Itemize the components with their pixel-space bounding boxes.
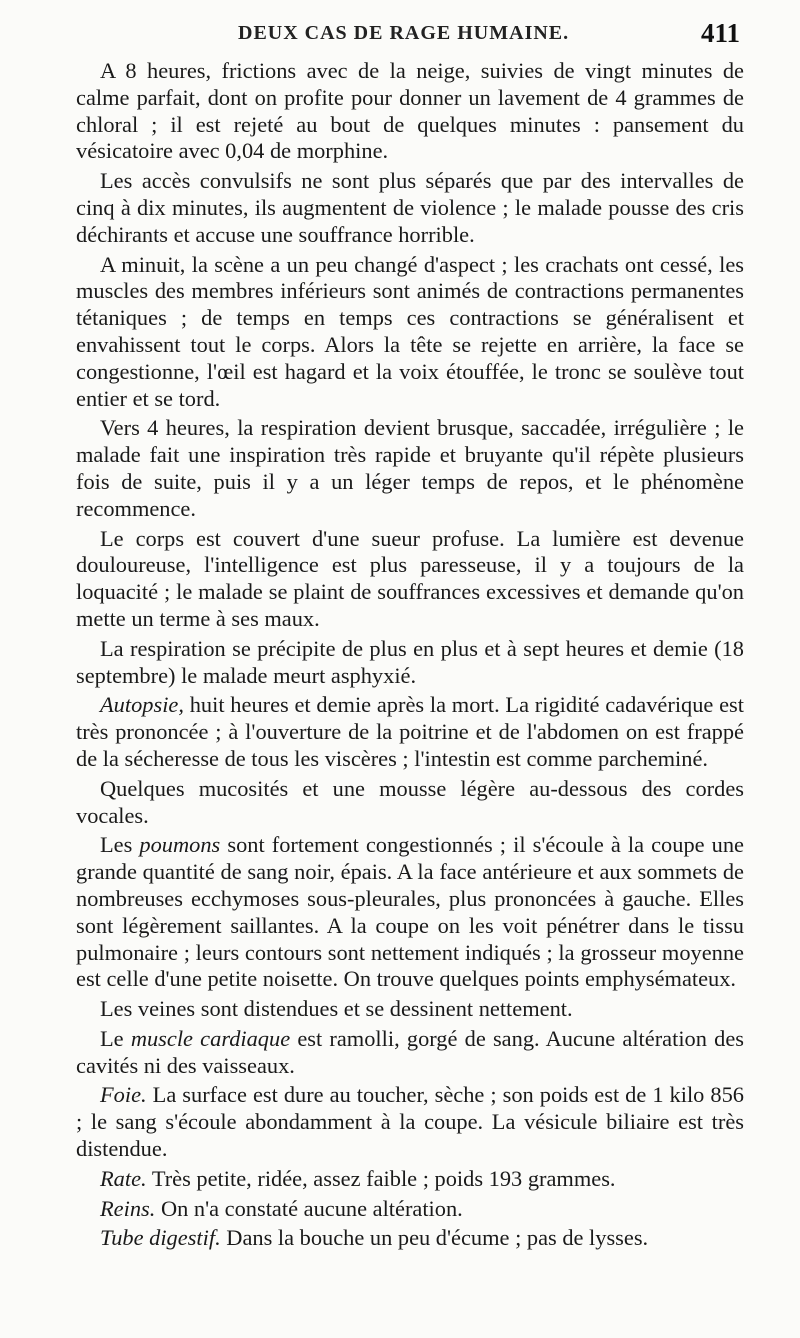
paragraph — [76, 1166, 744, 1193]
paragraph — [76, 252, 744, 413]
paragraph — [76, 1026, 744, 1080]
page-number: 411 — [700, 18, 740, 48]
paragraph-text: Les veines sont distendues et se dessinent nettement. — [100, 996, 573, 1022]
paragraph-text: Le corps est couvert d'une sueur profuse. La lumière est devenue douloureuse, l'intelligence est plus paresseuse, il y a toujours de la loquacité ; le malade se plaint de souffrances excessives et demande qu'on mette un terme à ses maux. — [76, 525, 744, 631]
paragraph — [76, 415, 744, 522]
section-lead: Tube digestif. — [100, 1225, 221, 1251]
paragraph — [76, 168, 744, 248]
paragraph-text: huit heures et demie après la mort. La rigidité cadavérique est très prononcée ; à l'ouverture de la poitrine et de l'abdomen on est frappé de la sécheresse de tous les viscères ; l'intestin est comme parcheminé. — [76, 692, 744, 771]
paragraph — [76, 1082, 744, 1162]
section-lead: poumons — [139, 832, 221, 858]
paragraph — [76, 526, 744, 633]
paragraph — [76, 58, 744, 165]
paragraph-text: Vers 4 heures, la respiration devient brusque, saccadée, irrégulière ; le malade fait une inspiration très rapide et bruyante qu'il répète plusieurs fois de suite, puis il y a un léger temps de repos, et le phénomène recommence. — [76, 415, 744, 521]
paragraph — [76, 996, 744, 1023]
paragraph-text: est ramolli, gorgé de sang. Aucune altération des cavités ni des vaisseaux. — [76, 1025, 744, 1078]
section-lead: Reins. — [100, 1195, 156, 1221]
paragraph — [76, 636, 744, 690]
paragraph-text: Les accès convulsifs ne sont plus séparés que par des intervalles de cinq à dix minutes, ils augmentent de violence ; le malade pousse des cris déchirants et accuse une souffrance horrible. — [76, 168, 744, 247]
body-text — [76, 58, 744, 1255]
paragraph-text: La surface est dure au toucher, sèche ; son poids est de 1 kilo 856 ; le sang s'écoule abondamment à la coupe. La vésicule biliaire est très distendue. — [76, 1082, 744, 1162]
section-lead: Foie. — [100, 1082, 147, 1108]
paragraph-text: A minuit, la scène a un peu changé d'aspect ; les crachats ont cessé, les muscles des membres inférieurs sont animés de contractions permanentes tétaniques ; de temps en temps ces contractions se généralisent et envahissent tout le corps. Alors la tête se rejette en arrière, la face se congestionne, l'œil est hagard et la voix étouffée, le tronc se soulève tout entier et se tord. — [76, 251, 744, 411]
section-lead: muscle cardiaque — [130, 1025, 291, 1051]
paragraph-text: La respiration se précipite de plus en plus et à sept heures et demie (18 septembre) le malade meurt asphyxié. — [76, 635, 744, 688]
paragraph-prefix: Les — [100, 832, 140, 858]
paragraph-text: Quelques mucosités et une mousse légère au-dessous des cordes vocales. — [76, 775, 744, 828]
page-header — [76, 18, 744, 58]
paragraph-text: A 8 heures, frictions avec de la neige, suivies de vingt minutes de calme parfait, dont on profite pour donner un lavement de 4 grammes de chloral ; il est rejeté au bout de quelques minutes : pansement du vésicatoire avec 0,04 de morphine. — [76, 58, 744, 164]
paragraph-text: Dans la bouche un peu d'écume ; pas de lysses. — [220, 1225, 649, 1251]
paragraph — [76, 692, 744, 772]
paragraph — [76, 832, 744, 993]
section-lead: Autopsie, — [100, 692, 184, 718]
paragraph-text: Très petite, ridée, assez faible ; poids 193 grammes. — [146, 1165, 616, 1191]
paragraph-text: On n'a constaté aucune altération. — [155, 1195, 463, 1221]
running-title: DEUX CAS DE RAGE HUMAINE. — [238, 22, 570, 44]
paragraph — [76, 1225, 744, 1252]
section-lead: Rate. — [100, 1165, 147, 1191]
paragraph — [76, 776, 744, 830]
paragraph — [76, 1196, 744, 1223]
paragraph-text: sont fortement congestionnés ; il s'écoule à la coupe une grande quantité de sang noir, épais. A la face antérieure et aux sommets de nombreuses ecchymoses sous-pleurales, plus prononcées à gauche. Elles sont légèrement saillantes. A la coupe on les voit pénétrer dans le tissu pulmonaire ; leurs contours sont nettement indiqués ; la grosseur moyenne est celle d'une petite noisette. On trouve quelques points emphysémateux. — [76, 832, 744, 992]
paragraph-prefix: Le — [100, 1025, 131, 1051]
